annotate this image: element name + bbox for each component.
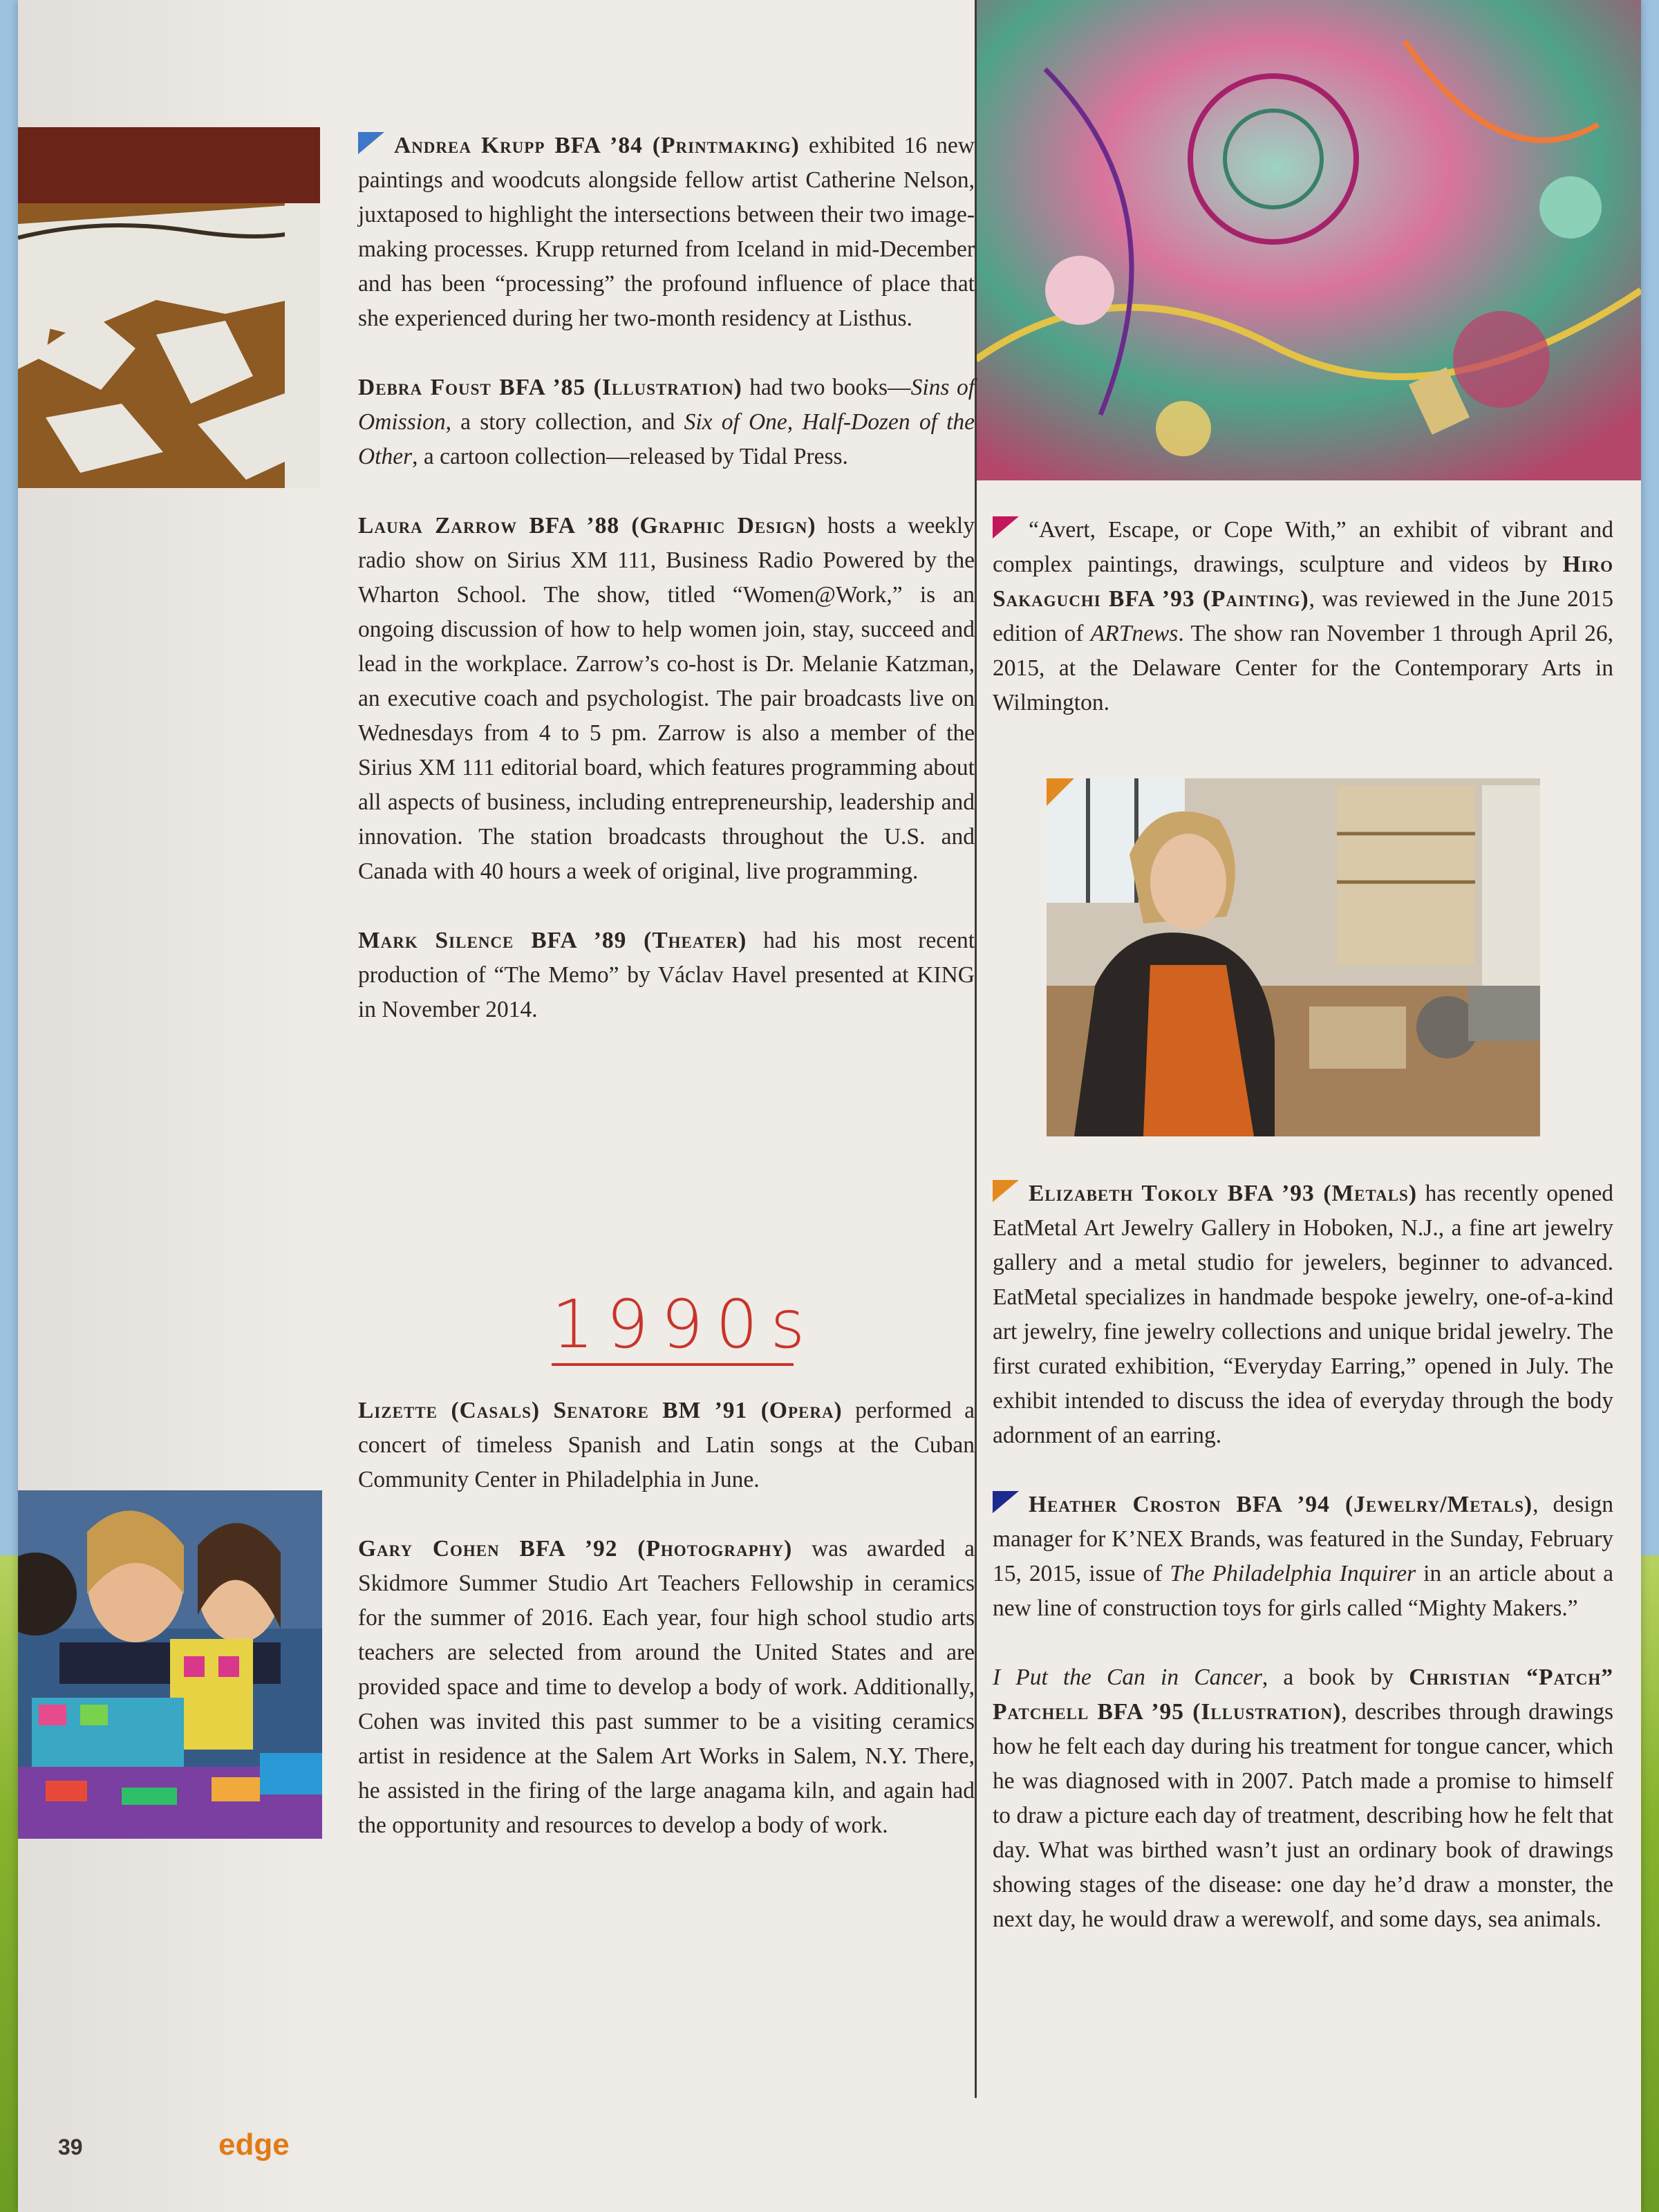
note-body: had his most recent production of “The Memo” by Václav Havel presented at KING in November 2014. bbox=[358, 928, 975, 1022]
column-divider bbox=[975, 0, 977, 2098]
note-body: , a cartoon collection—released by Tidal Press. bbox=[412, 444, 848, 469]
alumni-name: Debra Foust BFA ’85 (Illustration) bbox=[358, 375, 742, 400]
note-debra-foust bbox=[358, 371, 975, 474]
note-body: performed a concert of timeless Spanish and Latin songs at the Cuban Community Center in Philadelphia in June. bbox=[358, 1398, 975, 1492]
note-marker bbox=[993, 516, 1019, 538]
note-body: , a book by bbox=[1262, 1665, 1409, 1690]
alumni-name: Elizabeth Tokoly BFA ’93 (Metals) bbox=[1029, 1181, 1418, 1206]
studio-photo bbox=[1047, 778, 1540, 1136]
note-body: . The show ran November 1 through April 26, 2015, at the Delaware Center for the Contemporary Arts in Wilmington. bbox=[993, 621, 1614, 715]
book-title: Six of One, Half-Dozen of the Other bbox=[358, 409, 975, 469]
note-body: hosts a weekly radio show on Sirius XM 111, Business Radio Powered by the Wharton School. The show, titled “Women@Work,” is an ongoing discussion of how to help women join, stay, succeed and lead in the workplace. Zarrow’s co-host is Dr. Melanie Katzman, an executive coach and psychologist. The pair broadcasts live on Wednesdays from 4 to 5 pm. Zarrow is also a member of the Sirius XM 111 editorial board, which features programming about all aspects of business, including entrepreneurship, leadership and innovation. The station broadcasts throughout the U.S. and Canada with 40 hours a week of original, live programming. bbox=[358, 513, 975, 884]
note-mark-silence bbox=[358, 924, 975, 1027]
note-body: was awarded a Skidmore Summer Studio Art Teachers Fellowship in ceramics for the summer of 2016. Each year, four high school studio arts teachers are selected from around the United States and are provided space and time to develop a body of work. Additionally, Cohen was invited this past summer to be a visiting ceramics artist in residence at the Salem Art Works in Salem, N.Y. There, he assisted in the firing of the large anagama kiln, and again had the opportunity and resources to develop a body of work. bbox=[358, 1536, 975, 1838]
page-number: 39 bbox=[58, 2135, 83, 2159]
note-body: , was reviewed in the June 2015 edition of bbox=[993, 586, 1613, 646]
note-body: had two books— bbox=[742, 375, 911, 400]
book-title: Sins of Omission bbox=[358, 375, 975, 435]
alumni-name: Andrea Krupp BFA ’84 (Printmaking) bbox=[394, 133, 800, 158]
publication-title: The Philadelphia Inquirer bbox=[1170, 1561, 1416, 1586]
note-marker bbox=[993, 1491, 1019, 1513]
note-heather-croston bbox=[993, 1488, 1613, 1626]
note-gary-cohen bbox=[358, 1532, 975, 1843]
note-lizette-senatore bbox=[358, 1394, 975, 1497]
note-marker bbox=[993, 1180, 1019, 1202]
magazine-brand: edge bbox=[218, 2128, 290, 2162]
book-title: I Put the Can in Cancer bbox=[993, 1665, 1262, 1690]
note-body: , describes through drawings how he felt each day during his treatment for tongue cancer, which he was diagnosed with in 2007. Patch made a promise to himself to draw a picture each day of treatment, describing how he felt that day. What was birthed wasn’t just an ordinary book of drawings showing stages of the disease: one day he’d draw a monster, the next day, he would draw a werewolf, and some days, sea animals. bbox=[993, 1699, 1613, 1932]
note-body: in an article about a new line of construction toys for girls called “Mighty Makers.” bbox=[993, 1561, 1614, 1621]
note-body: , a story collection, and bbox=[445, 409, 684, 435]
right-column-lower bbox=[993, 1177, 1613, 1971]
alumni-name: Mark Silence BFA ’89 (Theater) bbox=[358, 928, 747, 953]
alumni-name: Lizette (Casals) Senatore BM ’91 (Opera) bbox=[358, 1398, 843, 1423]
right-column bbox=[993, 513, 1613, 755]
alumni-name: Laura Zarrow BFA ’88 (Graphic Design) bbox=[358, 513, 816, 538]
note-christian-patchell bbox=[993, 1660, 1613, 1937]
note-hiro-sakaguchi bbox=[993, 513, 1613, 720]
left-column bbox=[358, 129, 975, 1062]
lego-photo bbox=[18, 1490, 322, 1839]
publication-title: ARTnews bbox=[1090, 621, 1179, 646]
painting-image bbox=[976, 0, 1641, 480]
magazine-page bbox=[18, 0, 1641, 2212]
note-body: , design manager for K’NEX Brands, was featured in the Sunday, February 15, 2015, issue of bbox=[993, 1492, 1613, 1586]
decade-heading: 1990s bbox=[552, 1290, 794, 1366]
alumni-name: Gary Cohen BFA ’92 (Photography) bbox=[358, 1536, 793, 1562]
alumni-name: Hiro Sakaguchi BFA ’93 (Painting) bbox=[993, 552, 1613, 612]
woodcut-image bbox=[18, 127, 320, 488]
note-andrea-krupp bbox=[358, 129, 975, 336]
alumni-name: Christian “Patch” Patchell BFA ’95 (Illustration) bbox=[993, 1665, 1614, 1725]
note-elizabeth-tokoly bbox=[993, 1177, 1613, 1453]
left-column-lower bbox=[358, 1394, 975, 1877]
alumni-name: Heather Croston BFA ’94 (Jewelry/Metals) bbox=[1029, 1492, 1533, 1517]
note-laura-zarrow bbox=[358, 509, 975, 889]
note-marker bbox=[358, 132, 384, 154]
note-body: exhibited 16 new paintings and woodcuts alongside fellow artist Catherine Nelson, juxtaposed to highlight the intersections between their two image-making processes. Krupp returned from Iceland in mid-December and has been “processing” the profound influence of place that she experienced during her two-month residency at Listhus. bbox=[358, 133, 975, 331]
note-body: “Avert, Escape, or Cope With,” an exhibit of vibrant and complex paintings, drawings, sculpture and videos by bbox=[993, 517, 1613, 577]
note-body: has recently opened EatMetal Art Jewelry Gallery in Hoboken, N.J., a fine art jewelry gallery and a metal studio for jewelers, beginner to advanced. EatMetal specializes in handmade bespoke jewelry, one-of-a-kind art jewelry, fine jewelry collections and unique bridal jewelry. The first curated exhibition, “Everyday Earring,” opened in July. The exhibit intended to discuss the idea of everyday through the body adornment of an earring. bbox=[993, 1181, 1614, 1448]
